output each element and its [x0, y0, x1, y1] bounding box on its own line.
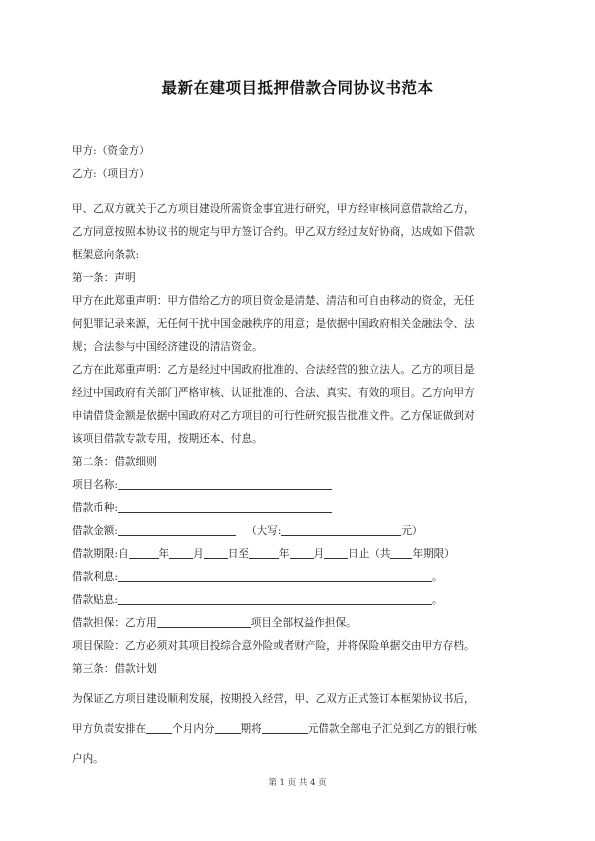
month-text: 月: [313, 548, 325, 560]
end-month-blank[interactable]: [290, 545, 314, 559]
interest-row: [72, 566, 527, 589]
years-count-blank[interactable]: [390, 545, 412, 559]
plan-text: 个月内分: [172, 723, 215, 735]
year-text: 年: [278, 548, 290, 560]
year-text: 年: [158, 548, 170, 560]
page-number-footer: 第 1 页 共 4 页: [268, 778, 327, 788]
plan-line: 户内。: [72, 753, 104, 765]
day-end-text: 日止（共: [348, 548, 391, 560]
end-mark: 。: [431, 594, 443, 606]
period-years-text: 年期限）: [412, 548, 455, 560]
statement-line: 该项目借款专款专用，按期还本、付息。: [72, 433, 263, 445]
statement-line: 何犯罪记录来源，无任何干扰中国金融秩序的用意；是依据中国政府相关金融法令、法: [72, 318, 475, 330]
guarantee-prefix: 借款担保：乙方用: [72, 617, 157, 629]
statement-line: 甲方在此郑重声明：甲方借给乙方的项目资金是清楚、清洁和可自由移动的资金，无任: [72, 295, 475, 307]
plan-line: 为保证乙方项目建设顺利发展，按期投入经营，甲、乙双方正式签订本框架协议书后，: [72, 693, 475, 705]
guarantee-row: [72, 612, 527, 635]
currency-row: [72, 497, 527, 520]
article2-heading: 第二条：借款细则: [72, 456, 157, 468]
statement-line: 乙方在此郑重声明：乙方是经过中国政府批准的、合法经营的独立法人。乙方的项目是: [72, 364, 475, 376]
interest-label: 借款利息:: [72, 571, 118, 583]
statement-line: 经过中国政府有关部门严格审核、认证批准的、合法、真实、有效的项目。乙方向甲方: [72, 387, 475, 399]
start-year-blank[interactable]: [129, 545, 159, 559]
plan-text: 元借款全部电子汇兑到乙方的银行帐: [307, 723, 478, 735]
amount-blank[interactable]: [118, 522, 236, 536]
installments-blank[interactable]: [215, 720, 241, 734]
amount-row: [72, 520, 527, 543]
start-day-blank[interactable]: [204, 545, 228, 559]
period-from: 自: [117, 548, 129, 560]
period-label: 借款期限:: [72, 548, 118, 560]
amount-unit: 元）: [401, 525, 423, 537]
guarantee-blank[interactable]: [157, 614, 251, 628]
end-mark: 。: [431, 571, 443, 583]
end-year-blank[interactable]: [249, 545, 279, 559]
day-to-text: 日至: [227, 548, 249, 560]
party-a-line: 甲方:（资金方）: [72, 145, 150, 157]
insurance-row: 项目保险：乙方必须对其项目投综合意外险或者财产险，并将保险单据交由甲方存档。: [72, 640, 475, 652]
plan-text: 期将: [240, 723, 262, 735]
article1-statement-b: [72, 359, 527, 451]
fee-label: 借款贴息:: [72, 594, 118, 606]
document-body: [72, 140, 527, 771]
currency-label: 借款币种:: [72, 502, 118, 514]
start-month-blank[interactable]: [169, 545, 193, 559]
plan-text: 甲方负责安排在: [72, 723, 147, 735]
intro-line: 甲、乙双方就关于乙方项目建设所需资金事宜进行研究，甲方经审核同意借款给乙方，: [72, 203, 475, 215]
amount-upper-label: （大写:: [246, 525, 282, 537]
project-name-label: 项目名称:: [72, 479, 118, 491]
article1-statement-a: [72, 290, 527, 359]
party-b-line: 乙方:（项目方）: [72, 168, 150, 180]
fee-row: [72, 589, 527, 612]
currency-blank[interactable]: [118, 499, 332, 513]
statement-line: 规；合法参与中国经济建设的清洁资金。: [72, 341, 263, 353]
article3-heading: 第三条：借款计划: [72, 663, 157, 675]
amount-label: 借款金额:: [72, 525, 118, 537]
fee-blank[interactable]: [118, 591, 432, 605]
interest-blank[interactable]: [118, 568, 432, 582]
amount-upper-blank[interactable]: [281, 522, 401, 536]
article1-heading: 第一条：声明: [72, 272, 136, 284]
months-blank[interactable]: [146, 720, 172, 734]
period-row: [72, 543, 527, 566]
guarantee-suffix: 项目全部权益作担保。: [250, 617, 357, 629]
intro-paragraph: [72, 198, 527, 267]
intro-line: 框架意向条款:: [72, 249, 140, 261]
project-name-row: [72, 474, 527, 497]
loan-amount-blank[interactable]: [262, 720, 308, 734]
month-text: 月: [193, 548, 204, 560]
end-day-blank[interactable]: [324, 545, 348, 559]
document-title: 最新在建项目抵押借款合同协议书范本: [161, 79, 434, 97]
intro-line: 乙方同意按照本协议书的规定与甲方签订合约。甲乙双方经过友好协商，达成如下借款: [72, 226, 475, 238]
plan-line: [72, 718, 527, 741]
statement-line: 申请借贷金额是依据中国政府对乙方项目的可行性研究报告批准文件。乙方保证做到对: [72, 410, 475, 422]
project-name-blank[interactable]: [118, 476, 332, 490]
